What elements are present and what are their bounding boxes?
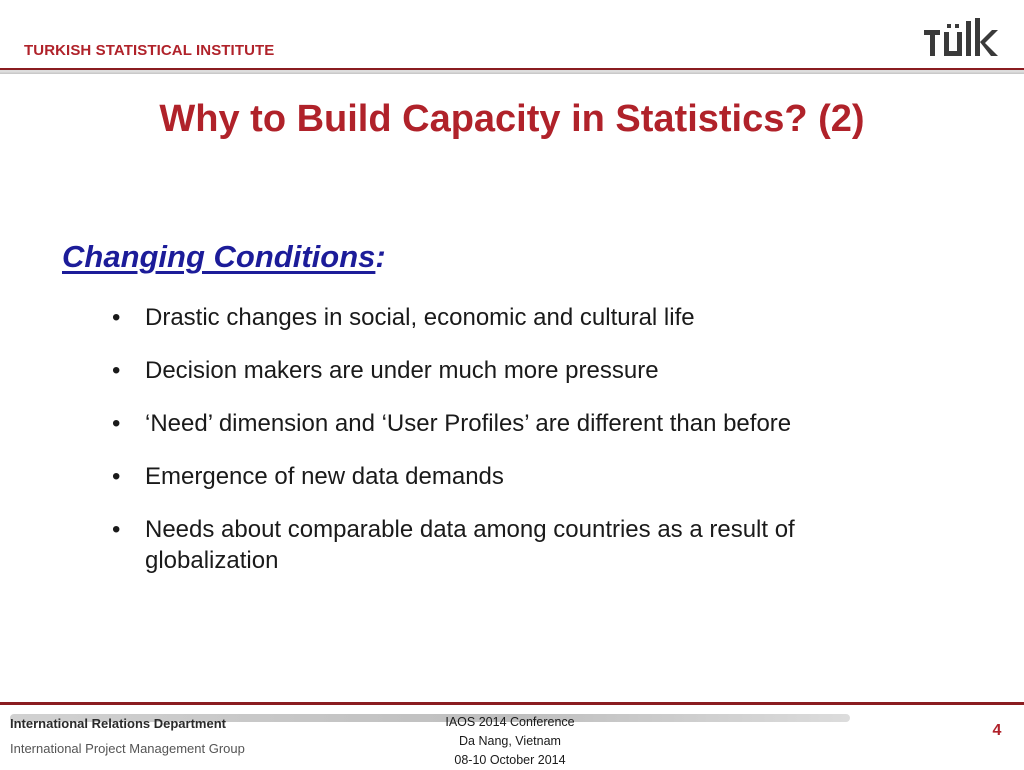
section-heading-colon: : <box>375 239 386 274</box>
bullet-list <box>112 302 932 598</box>
bullet-dot-icon: • <box>112 516 121 543</box>
footer-conference-location: Da Nang, Vietnam <box>459 734 561 748</box>
bullet-dot-icon: • <box>112 304 121 331</box>
page-number: 4 <box>992 722 1002 739</box>
bullet-text: Drastic changes in social, economic and cultural life <box>145 304 695 331</box>
footer-department: International Relations Department <box>10 716 226 731</box>
slide-title: Why to Build Capacity in Statistics? (2) <box>159 98 865 140</box>
bullet-item <box>112 514 932 576</box>
bullet-text: Emergence of new data demands <box>145 463 504 490</box>
bullet-item <box>112 461 932 492</box>
footer-divider <box>0 702 1024 705</box>
bullet-text: Needs about comparable data among countries as a result of globalization <box>145 516 795 574</box>
footer-conference <box>400 713 620 770</box>
section-heading-text: Changing Conditions <box>62 239 376 274</box>
bullet-dot-icon: • <box>112 410 121 437</box>
header-divider-accent <box>0 68 1024 70</box>
bullet-dot-icon: • <box>112 463 121 490</box>
bullet-dot-icon: • <box>112 357 121 384</box>
bullet-text: Decision makers are under much more pressure <box>145 357 659 384</box>
bullet-item <box>112 302 932 333</box>
footer-group: International Project Management Group <box>10 741 245 756</box>
header-institute-name: TURKISH STATISTICAL INSTITUTE <box>24 42 275 59</box>
bullet-text: ‘Need’ dimension and ‘User Profiles’ are different than before <box>145 410 792 437</box>
bullet-item <box>112 355 932 386</box>
footer-conference-name: IAOS 2014 Conference <box>445 715 575 729</box>
tuik-logo <box>924 18 998 56</box>
section-heading <box>62 239 386 275</box>
footer-conference-date: 08-10 October 2014 <box>454 753 566 767</box>
bullet-item <box>112 408 932 439</box>
